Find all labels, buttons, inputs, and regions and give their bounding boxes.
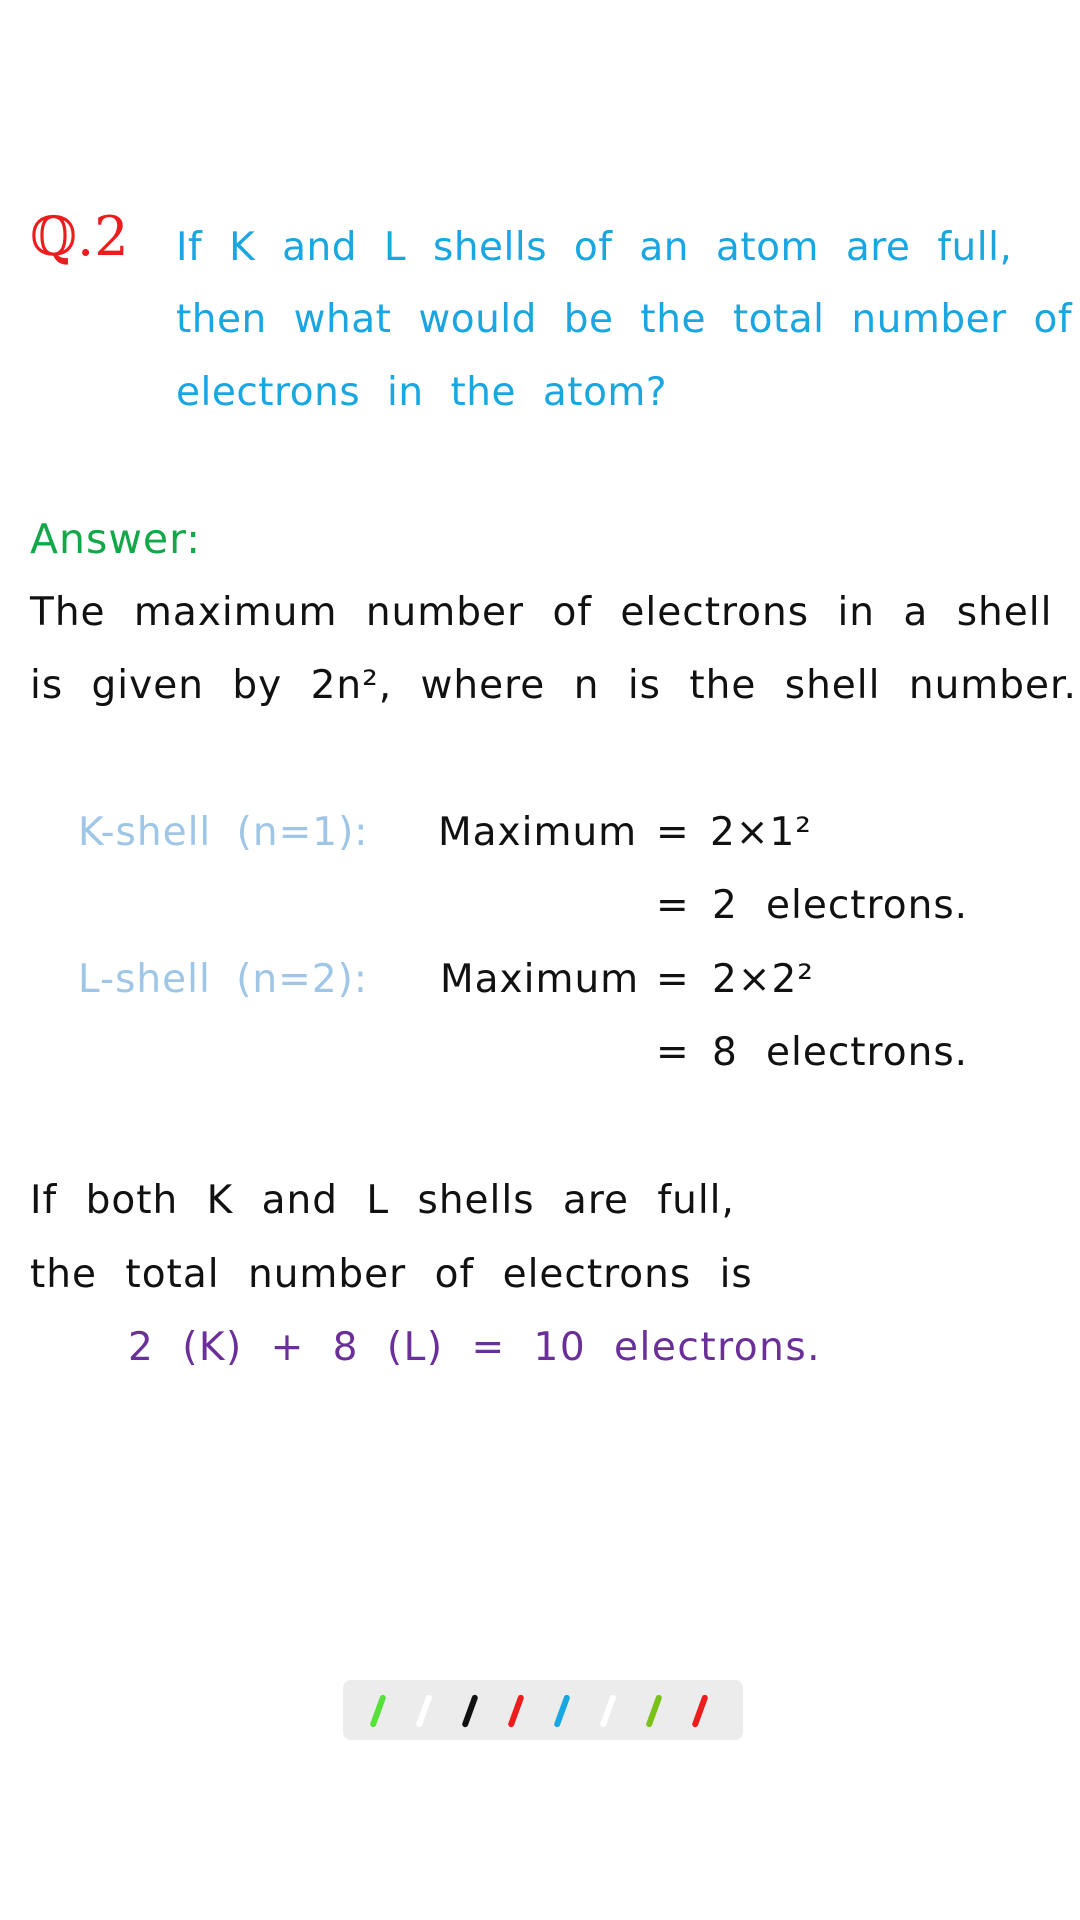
pen-color-swatch[interactable] <box>553 1694 570 1728</box>
k-shell-label: K-shell (n=1): <box>78 810 369 855</box>
l-shell-formula: 2×2² <box>712 957 814 1002</box>
pen-color-swatch[interactable] <box>645 1694 662 1728</box>
pen-color-swatch[interactable] <box>691 1694 708 1728</box>
question-number: ℚ.2 <box>30 205 129 268</box>
answer-intro-line-1: The maximum number of electrons in a shell <box>30 590 1053 635</box>
k-shell-equals-1: = <box>656 810 690 855</box>
k-shell-unit: electrons. <box>766 883 969 928</box>
pen-color-swatch[interactable] <box>599 1694 616 1728</box>
conclusion-line-1: If both K and L shells are full, <box>30 1178 735 1223</box>
l-shell-maximum-label: Maximum <box>440 957 640 1002</box>
result-equation: 2 (K) + 8 (L) = 10 electrons. <box>128 1325 822 1370</box>
k-shell-maximum-label: Maximum <box>438 810 638 855</box>
l-shell-equals-2: = <box>656 1030 690 1075</box>
pen-color-swatch[interactable] <box>461 1694 478 1728</box>
k-shell-formula: 2×1² <box>710 810 812 855</box>
l-shell-value: 8 <box>712 1030 738 1075</box>
question-line-2: then what would be the total number of <box>176 297 1073 342</box>
pen-color-palette <box>343 1680 743 1740</box>
answer-heading: Answer: <box>30 515 202 563</box>
l-shell-equals-1: = <box>656 957 690 1002</box>
k-shell-value: 2 <box>712 883 738 928</box>
answer-intro-line-2: is given by 2n², where n is the shell number. <box>30 663 1077 708</box>
pen-color-swatch[interactable] <box>369 1694 386 1728</box>
conclusion-line-2: the total number of electrons is <box>30 1252 753 1297</box>
l-shell-label: L-shell (n=2): <box>78 957 368 1002</box>
pen-color-swatch[interactable] <box>415 1694 432 1728</box>
question-line-1: If K and L shells of an atom are full, <box>176 225 1013 270</box>
question-line-3: electrons in the atom? <box>176 370 668 415</box>
l-shell-unit: electrons. <box>766 1030 969 1075</box>
k-shell-equals-2: = <box>656 883 690 928</box>
pen-color-swatch[interactable] <box>507 1694 524 1728</box>
